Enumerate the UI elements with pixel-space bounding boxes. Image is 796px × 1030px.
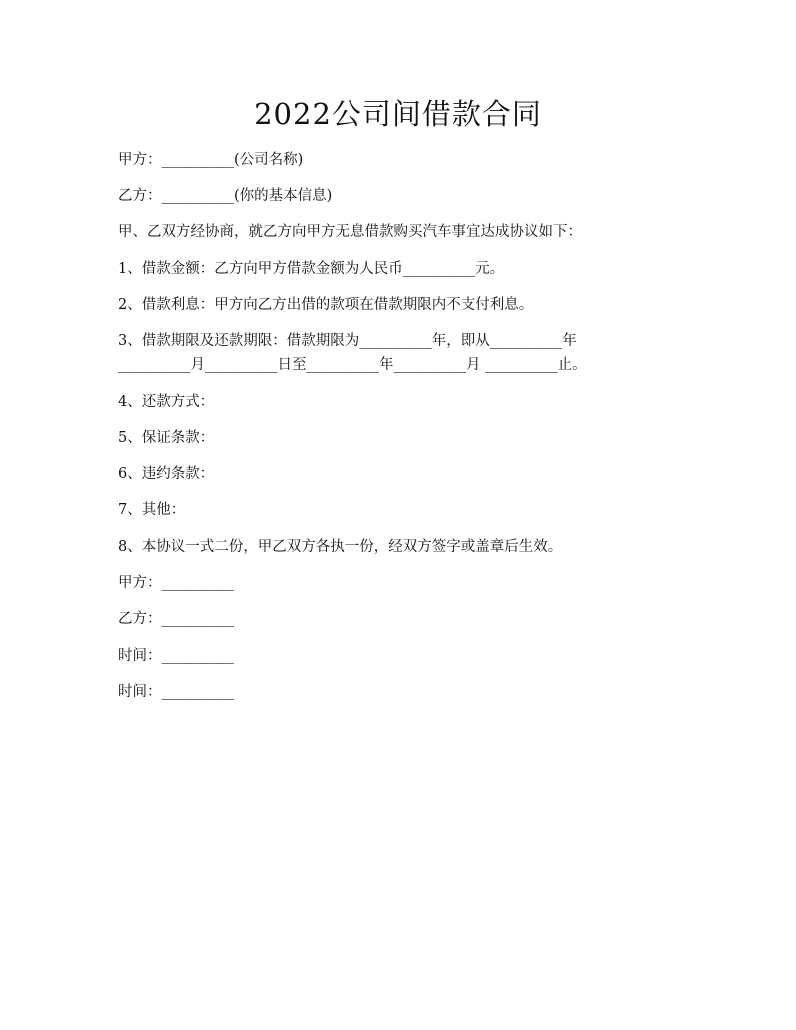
- party-a-line: 甲方：__________(公司名称): [118, 152, 304, 168]
- clause-2-interest: 2、借款利息：甲方向乙方出借的款项在借款期限内不支付利息。: [118, 297, 534, 313]
- signature-party-a: 甲方：__________: [118, 575, 234, 591]
- party-b-line: 乙方：__________(你的基本信息): [118, 188, 333, 204]
- clause-3-term-line-1: 3、借款期限及还款期限：借款期限为__________年，即从__________年: [118, 333, 577, 349]
- signature-date-1: 时间：__________: [118, 648, 234, 664]
- clause-1-amount: 1、借款金额：乙方向甲方借款金额为人民币__________元。: [118, 261, 505, 277]
- clause-5-guarantee: 5、保证条款：: [118, 430, 215, 446]
- clause-7-other: 7、其他：: [118, 502, 186, 518]
- document-title: 2022公司间借款合同: [254, 97, 542, 131]
- intro-paragraph: 甲、乙双方经协商，就乙方向甲方无息借款购买汽车事宜达成协议如下：: [118, 224, 582, 240]
- clause-6-breach: 6、违约条款：: [118, 466, 215, 482]
- signature-date-2: 时间：__________: [118, 684, 234, 700]
- clause-3-term-line-2: __________月__________日至__________年__________月 __________止。: [118, 357, 587, 373]
- clause-4-repayment: 4、还款方式：: [118, 394, 215, 410]
- signature-party-b: 乙方：__________: [118, 611, 234, 627]
- clause-8-copies: 8、本协议一式二份，甲乙双方各执一份，经双方签字或盖章后生效。: [118, 539, 563, 555]
